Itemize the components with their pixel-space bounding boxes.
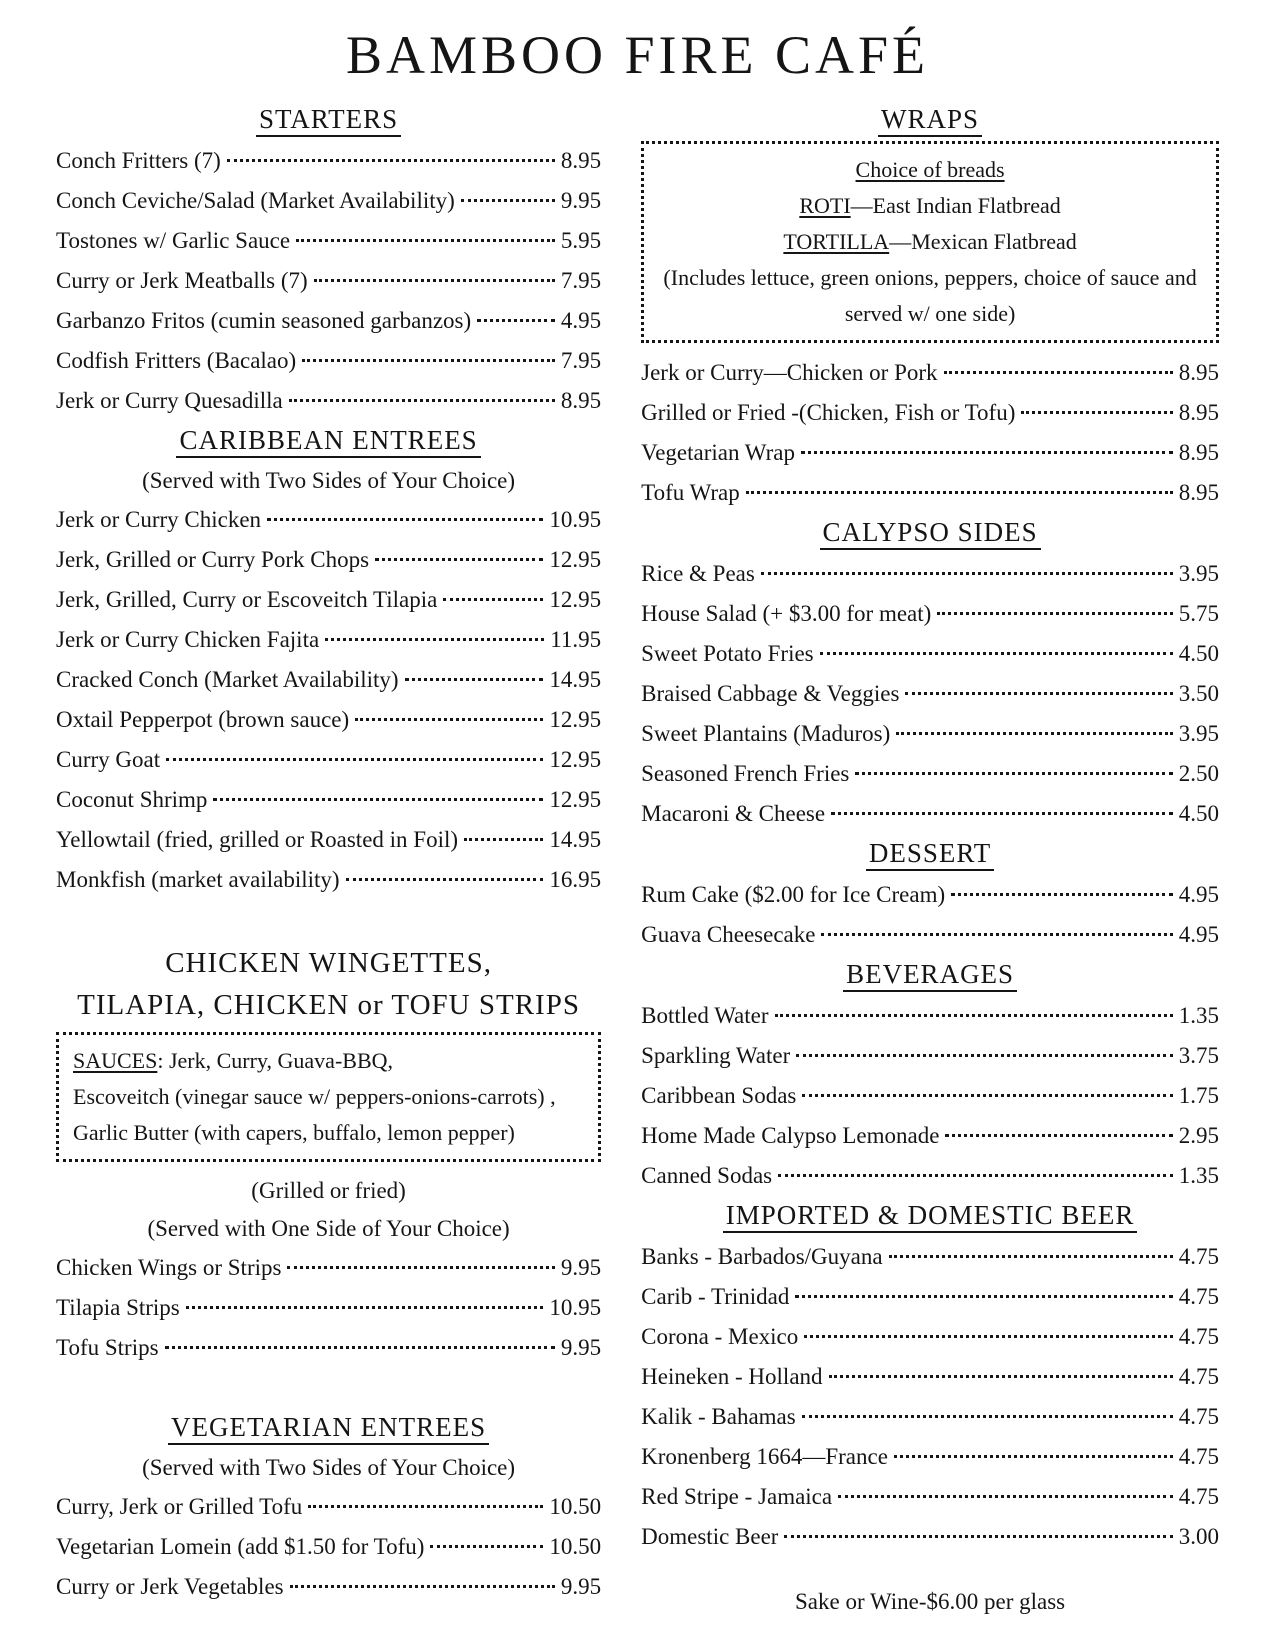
dot-leader [430,1545,543,1548]
menu-item-price: 2.95 [1178,1123,1219,1148]
menu-item-name: Curry or Jerk Meatballs (7) [56,268,308,293]
menu-item-price: 11.95 [550,627,602,652]
dot-leader [796,1054,1173,1057]
menu-item-name: Macaroni & Cheese [641,801,826,826]
menu-item-name: House Salad (+ $3.00 for meat) [641,601,932,626]
dot-leader [477,319,555,322]
section-heading [641,959,1219,990]
dot-leader [945,1134,1172,1137]
info-box-text: SAUCES [73,1048,158,1073]
menu-item-price: 4.95 [1178,922,1219,947]
menu-item-name: Coconut Shrimp [56,787,208,812]
menu-item [641,594,1219,634]
menu-item-name: Jerk, Grilled or Curry Pork Chops [56,547,370,572]
info-box-text: —Mexican Flatbread [889,229,1077,254]
menu-item [641,1317,1219,1357]
menu-item-price: 12.95 [549,587,602,612]
dot-leader [186,1306,544,1309]
dot-leader [829,1375,1173,1378]
menu-item-price: 5.95 [560,228,602,253]
menu-item-name: Vegetarian Wrap [641,440,795,465]
dot-leader [375,558,543,561]
dot-leader [804,1335,1172,1338]
menu-item [641,1477,1219,1517]
menu-item-price: 1.35 [1178,1003,1219,1028]
menu-item [641,1116,1219,1156]
section-subheading: (Served with Two Sides of Your Choice) [142,468,516,493]
menu-item-name: Braised Cabbage & Veggies [641,681,900,706]
menu-item-name: Jerk or Curry Chicken [56,507,262,532]
section-heading-text: CALYPSO SIDES [820,517,1041,550]
menu-item [56,540,601,580]
info-box [56,1032,601,1162]
menu-item-name: Vegetarian Lomein (add $1.50 for Tofu) [56,1534,425,1559]
dot-leader [405,678,544,681]
menu-item [56,620,601,660]
menu-item-price: 9.95 [560,1335,602,1360]
info-box-text: : Jerk, Curry, Guava-BBQ, [157,1048,393,1073]
menu-item [56,1328,601,1368]
dot-leader [801,451,1173,454]
section-heading [56,1412,601,1443]
menu-item-name: Codfish Fritters (Bacalao) [56,348,297,373]
dot-leader [905,692,1172,695]
menu-item-name: Curry, Jerk or Grilled Tofu [56,1494,303,1519]
menu-item-name: Rum Cake ($2.00 for Ice Cream) [641,882,946,907]
menu-item-price: 10.50 [549,1534,602,1559]
menu-item-price: 7.95 [560,348,602,373]
info-box-text: Garlic Butter (with capers, buffalo, lemon pepper) [73,1120,515,1145]
dot-leader [944,371,1173,374]
dot-leader [795,1295,1172,1298]
dot-leader [894,1455,1173,1458]
dot-leader [951,893,1173,896]
dot-leader [775,1014,1173,1017]
menu-item-price: 4.75 [1178,1484,1219,1509]
menu-item [641,554,1219,594]
menu-item-name: Heineken - Holland [641,1364,823,1389]
info-box-text: (Includes lettuce, green onions, peppers, choice of sauce and served w/ one side) [663,265,1197,326]
info-box-line [658,224,1202,260]
menu-item [56,700,601,740]
menu-item [56,1527,601,1567]
section-heading [641,517,1219,548]
section-heading-line: TILAPIA, CHICKEN or TOFU STRIPS [77,989,580,1021]
menu-item-price: 1.75 [1178,1083,1219,1108]
menu-item [641,634,1219,674]
menu-item [56,1567,601,1607]
menu-item [641,1036,1219,1076]
menu-item-price: 8.95 [560,388,602,413]
dot-leader [355,718,543,721]
section-heading-text: WRAPS [878,104,982,137]
menu-item-name: Tofu Strips [56,1335,159,1360]
menu-item [641,794,1219,834]
dot-leader [838,1495,1173,1498]
menu-item-name: Yellowtail (fried, grilled or Roasted in Foil) [56,827,459,852]
menu-item [56,1248,601,1288]
menu-item [56,660,601,700]
dot-leader [464,838,543,841]
info-box-text: —East Indian Flatbread [850,193,1061,218]
dot-leader [290,1585,555,1588]
menu-item-name: Rice & Peas [641,561,755,586]
menu-item-name: Bottled Water [641,1003,769,1028]
note-text: (Served with One Side of Your Choice) [147,1216,510,1241]
note-text: (Grilled or fried) [251,1178,406,1203]
dot-leader [937,612,1172,615]
menu-item [641,875,1219,915]
menu-item-price: 3.75 [1178,1043,1219,1068]
dot-leader [889,1255,1173,1258]
menu-item-name: Sweet Potato Fries [641,641,814,666]
menu-item-price: 10.95 [549,1295,602,1320]
menu-item-price: 12.95 [549,747,602,772]
menu-item-price: 4.50 [1178,641,1219,666]
section-heading-text: DESSERT [866,838,994,871]
section-heading [641,1200,1219,1231]
menu-item-price: 2.50 [1178,761,1219,786]
menu-item [641,1237,1219,1277]
menu-item-name: Jerk or Curry Quesadilla [56,388,283,413]
dot-leader [821,933,1172,936]
dot-leader [166,758,543,761]
info-box-line [658,152,1202,188]
menu-column-right [641,100,1219,1621]
menu-item-name: Cracked Conch (Market Availability) [56,667,399,692]
spacer [56,1368,601,1408]
menu-item-price: 3.95 [1178,561,1219,586]
menu-item [641,1156,1219,1196]
section-heading [641,838,1219,869]
menu-item-price: 4.95 [1178,882,1219,907]
menu-item-name: Carib - Trinidad [641,1284,790,1309]
section-subheading: (Served with Two Sides of Your Choice) [142,1455,516,1480]
menu-item-name: Tostones w/ Garlic Sauce [56,228,291,253]
menu-item [56,740,601,780]
section-heading [641,104,1219,135]
menu-item-price: 10.95 [549,507,602,532]
menu-item-price: 16.95 [549,867,602,892]
dot-leader [213,798,543,801]
dot-leader [784,1535,1172,1538]
dot-leader [308,1505,543,1508]
menu-item-price: 12.95 [549,547,602,572]
menu-item-price: 3.50 [1178,681,1219,706]
menu-item [56,261,601,301]
info-box-line [73,1115,584,1151]
menu-item [56,820,601,860]
menu-item [56,1288,601,1328]
info-box-line [658,260,1202,332]
info-box-text: ROTI [799,193,851,218]
menu-item-name: Corona - Mexico [641,1324,799,1349]
menu-item-name: Guava Cheesecake [641,922,816,947]
menu-item [641,433,1219,473]
dot-leader [314,279,555,282]
menu-item-name: Domestic Beer [641,1524,779,1549]
dot-leader [802,1094,1172,1097]
dot-leader [302,359,555,362]
restaurant-title: BAMBOO FIRE CAFÉ [345,25,930,85]
menu-item-price: 8.95 [1178,360,1219,385]
menu-item-name: Seasoned French Fries [641,761,850,786]
menu-item-name: Home Made Calypso Lemonade [641,1123,940,1148]
section-heading [56,104,601,135]
menu-item-name: Banks - Barbados/Guyana [641,1244,883,1269]
menu-item-price: 8.95 [1178,440,1219,465]
menu-item-price: 8.95 [1178,480,1219,505]
menu-item-price: 1.35 [1178,1163,1219,1188]
section-heading-text: IMPORTED & DOMESTIC BEER [723,1200,1138,1233]
dot-leader [325,638,544,641]
menu-item-name: Sparkling Water [641,1043,791,1068]
menu-item-price: 4.75 [1178,1324,1219,1349]
menu-item-price: 7.95 [560,268,602,293]
menu-item [641,1397,1219,1437]
menu-item-name: Red Stripe - Jamaica [641,1484,833,1509]
section-heading-text: BEVERAGES [843,959,1017,992]
dot-leader [831,812,1173,815]
section-heading-text: VEGETARIAN ENTREES [168,1412,489,1445]
menu-item-price: 9.95 [560,1574,602,1599]
menu-item-name: Curry or Jerk Vegetables [56,1574,284,1599]
menu-item-name: Jerk or Curry Chicken Fajita [56,627,320,652]
menu-item-price: 4.75 [1178,1444,1219,1469]
spacer [641,1557,1219,1583]
info-box-line [658,188,1202,224]
menu-item [56,341,601,381]
menu-item-price: 4.95 [560,308,602,333]
dot-leader [761,572,1173,575]
menu-item-price: 4.75 [1178,1244,1219,1269]
menu-item [641,674,1219,714]
menu-item-price: 14.95 [549,667,602,692]
menu-item-name: Oxtail Pepperpot (brown sauce) [56,707,350,732]
section-heading-text: STARTERS [256,104,401,137]
menu-item-name: Chicken Wings or Strips [56,1255,282,1280]
dot-leader [896,732,1172,735]
dot-leader [289,399,555,402]
menu-item [56,1487,601,1527]
info-box-line [73,1043,584,1079]
menu-item-name: Garbanzo Fritos (cumin seasoned garbanzos) [56,308,472,333]
menu-item [641,393,1219,433]
menu-item-name: Kronenberg 1664—France [641,1444,888,1469]
menu-item [56,221,601,261]
menu-item [56,580,601,620]
dot-leader [778,1174,1173,1177]
menu-item [56,500,601,540]
menu-item-price: 9.95 [560,1255,602,1280]
menu-item [641,1076,1219,1116]
dot-leader [820,652,1173,655]
note-text: Sake or Wine-$6.00 per glass [795,1589,1066,1614]
menu-item-price: 10.50 [549,1494,602,1519]
menu-item-price: 4.50 [1178,801,1219,826]
dot-leader [802,1415,1173,1418]
info-box-line [73,1079,584,1115]
menu-item [641,915,1219,955]
menu-item-price: 9.95 [560,188,602,213]
dot-leader [267,518,543,521]
section-heading [56,425,601,456]
menu-item [641,473,1219,513]
menu-item-price: 8.95 [560,148,602,173]
section-heading-text: CARIBBEAN ENTREES [176,425,480,458]
menu-item-price: 3.95 [1178,721,1219,746]
menu-item-name: Conch Ceviche/Salad (Market Availability) [56,188,455,213]
menu-item-name: Conch Fritters (7) [56,148,221,173]
menu-item [56,301,601,341]
menu-item [56,860,601,900]
menu-item-price: 12.95 [549,707,602,732]
menu-item-price: 5.75 [1178,601,1219,626]
dot-leader [746,491,1173,494]
dot-leader [346,878,544,881]
menu-item [56,181,601,221]
menu-item [641,1437,1219,1477]
info-box-text: Escoveitch (vinegar sauce w/ peppers-onions-carrots) , [73,1084,556,1109]
dot-leader [855,772,1172,775]
menu-item-name: Tofu Wrap [641,480,740,505]
menu-item-name: Canned Sodas [641,1163,773,1188]
menu-item-price: 4.75 [1178,1284,1219,1309]
menu-item-name: Grilled or Fried -(Chicken, Fish or Tofu) [641,400,1016,425]
spacer [56,900,601,942]
section-heading-line: CHICKEN WINGETTES, [165,947,492,979]
menu-item [56,141,601,181]
dot-leader [165,1346,555,1349]
menu-item [641,1517,1219,1557]
menu-item-price: 12.95 [549,787,602,812]
menu-item [56,381,601,421]
dot-leader [296,239,555,242]
menu-item-name: Jerk or Curry—Chicken or Pork [641,360,938,385]
menu-columns [56,100,1219,1621]
menu-item [641,353,1219,393]
dot-leader [461,199,555,202]
menu-item-price: 4.75 [1178,1404,1219,1429]
menu-item-name: Caribbean Sodas [641,1083,797,1108]
menu-item [641,1277,1219,1317]
menu-item-name: Curry Goat [56,747,161,772]
menu-item-name: Monkfish (market availability) [56,867,340,892]
menu-item-name: Kalik - Bahamas [641,1404,796,1429]
dot-leader [1021,411,1172,414]
menu-item-price: 3.00 [1178,1524,1219,1549]
info-box [641,141,1219,343]
menu-item [641,1357,1219,1397]
menu-item [641,996,1219,1036]
dot-leader [443,598,543,601]
menu-item-name: Tilapia Strips [56,1295,180,1320]
menu-item [641,754,1219,794]
menu-item-price: 4.75 [1178,1364,1219,1389]
dot-leader [227,159,555,162]
info-box-text: Choice of breads [855,157,1005,182]
menu-column-left [56,100,601,1607]
menu-item [641,714,1219,754]
menu-item-name: Sweet Plantains (Maduros) [641,721,891,746]
menu-item [56,780,601,820]
menu-item-price: 8.95 [1178,400,1219,425]
menu-item-name: Jerk, Grilled, Curry or Escoveitch Tilapia [56,587,438,612]
menu-item-price: 14.95 [549,827,602,852]
info-box-text: TORTILLA [783,229,890,254]
dot-leader [287,1266,554,1269]
